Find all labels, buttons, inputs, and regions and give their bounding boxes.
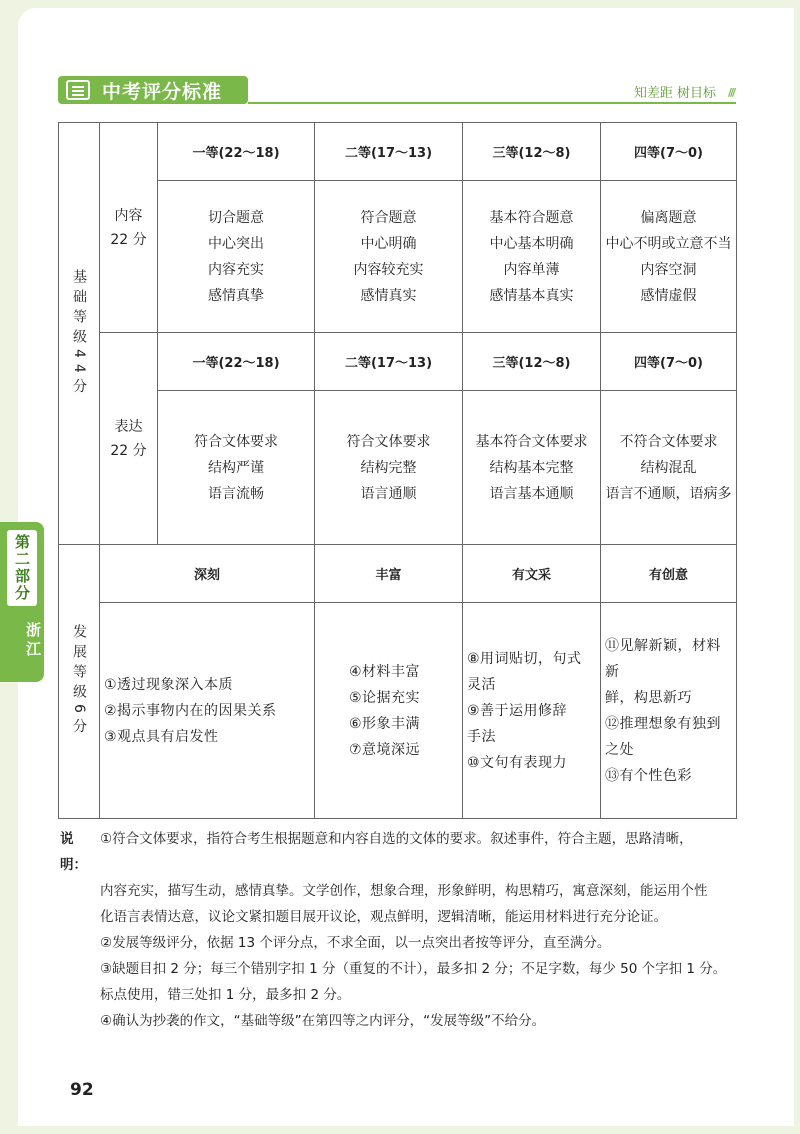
basic-level-label-cell: 基础等级44分 <box>59 123 100 545</box>
expression-descriptor-2: 符合文体要求 结构完整 语言通顺 <box>315 391 463 545</box>
side-tab <box>0 522 44 682</box>
page-number: 92 <box>70 1080 94 1100</box>
expression-level-4: 四等(7～0) <box>601 333 737 391</box>
expression-descriptor-4: 不符合文体要求 结构混乱 语言不通顺，语病多 <box>601 391 737 545</box>
expression-descriptor-1: 符合文体要求 结构严谨 语言流畅 <box>158 391 315 545</box>
expression-level-2: 二等(17～13) <box>315 333 463 391</box>
development-header-creative: 有创意 <box>601 545 737 603</box>
content-level-1: 一等(22～18) <box>158 123 315 181</box>
section-header <box>58 76 248 104</box>
development-level-label-cell: 发展等级6分 <box>59 545 100 819</box>
notes-label: 说明： <box>60 831 87 873</box>
scoring-table <box>58 122 737 819</box>
note-1-line-2: 内容充实，描写生动，感情真挚。文学创作，想象合理，形象鲜明，构思精巧，寓意深刻，能运用个性 <box>100 883 708 899</box>
content-descriptor-3: 基本符合题意 中心基本明确 内容单薄 感情基本真实 <box>463 181 601 333</box>
expression-label-cell: 表达 22 分 <box>100 333 158 545</box>
expression-level-1: 一等(22～18) <box>158 333 315 391</box>
header-tagline: 知差距 树目标 <box>633 86 716 101</box>
slashes-decoration: /// <box>727 86 734 99</box>
side-part-label: 第二部分 <box>7 530 37 606</box>
development-items-creative: ⑪见解新颖，材料新 鲜，构思新巧 ⑫推理想象有独到 之处 ⑬有个性色彩 <box>601 603 737 819</box>
content-descriptor-1: 切合题意 中心突出 内容充实 感情真挚 <box>158 181 315 333</box>
content-descriptor-2: 符合题意 中心明确 内容较充实 感情真实 <box>315 181 463 333</box>
note-1-line-3: 化语言表情达意，议论文紧扣题目展开议论，观点鲜明，逻辑清晰，能运用材料进行充分论证。 <box>100 909 667 925</box>
development-header-rich: 丰富 <box>315 545 463 603</box>
section-title: 中考评分标准 <box>102 80 223 103</box>
development-items-rich: ④材料丰富 ⑤论据充实 ⑥形象丰满 ⑦意境深远 <box>315 603 463 819</box>
content-descriptor-4: 偏离题意 中心不明或立意不当 内容空洞 感情虚假 <box>601 181 737 333</box>
header-divider <box>248 102 736 104</box>
notes-section <box>60 826 750 1034</box>
note-3-line-1: ③缺题目扣 2 分；每三个错别字扣 1 分（重复的不计），最多扣 2 分；不足字数，每少 50 个字扣 1 分。 <box>100 961 727 977</box>
content-label-cell: 内容 22 分 <box>100 123 158 333</box>
development-items-deep: ①透过现象深入本质 ②揭示事物内在的因果关系 ③观点具有启发性 <box>100 603 315 819</box>
document-icon <box>66 80 90 100</box>
content-level-3: 三等(12～8) <box>463 123 601 181</box>
development-items-literary: ⑧用词贴切，句式 灵活 ⑨善于运用修辞 手法 ⑩文句有表现力 <box>463 603 601 819</box>
note-1-line-1: ①符合文体要求，指符合考生根据题意和内容自选的文体的要求。叙述事件，符合主题，思路清晰， <box>100 831 693 847</box>
development-header-deep: 深刻 <box>100 545 315 603</box>
side-province-label: 浙江 <box>24 622 42 660</box>
note-4: ④确认为抄袭的作文，“基础等级”在第四等之内评分，“发展等级”不给分。 <box>100 1013 546 1029</box>
content-level-2: 二等(17～13) <box>315 123 463 181</box>
note-2: ②发展等级评分，依据 13 个评分点，不求全面，以一点突出者按等评分，直至满分。 <box>100 935 611 951</box>
note-3-line-2: 标点使用，错三处扣 1 分，最多扣 2 分。 <box>100 987 351 1003</box>
expression-level-3: 三等(12～8) <box>463 333 601 391</box>
expression-descriptor-3: 基本符合文体要求 结构基本完整 语言基本通顺 <box>463 391 601 545</box>
content-level-4: 四等(7～0) <box>601 123 737 181</box>
development-header-literary: 有文采 <box>463 545 601 603</box>
